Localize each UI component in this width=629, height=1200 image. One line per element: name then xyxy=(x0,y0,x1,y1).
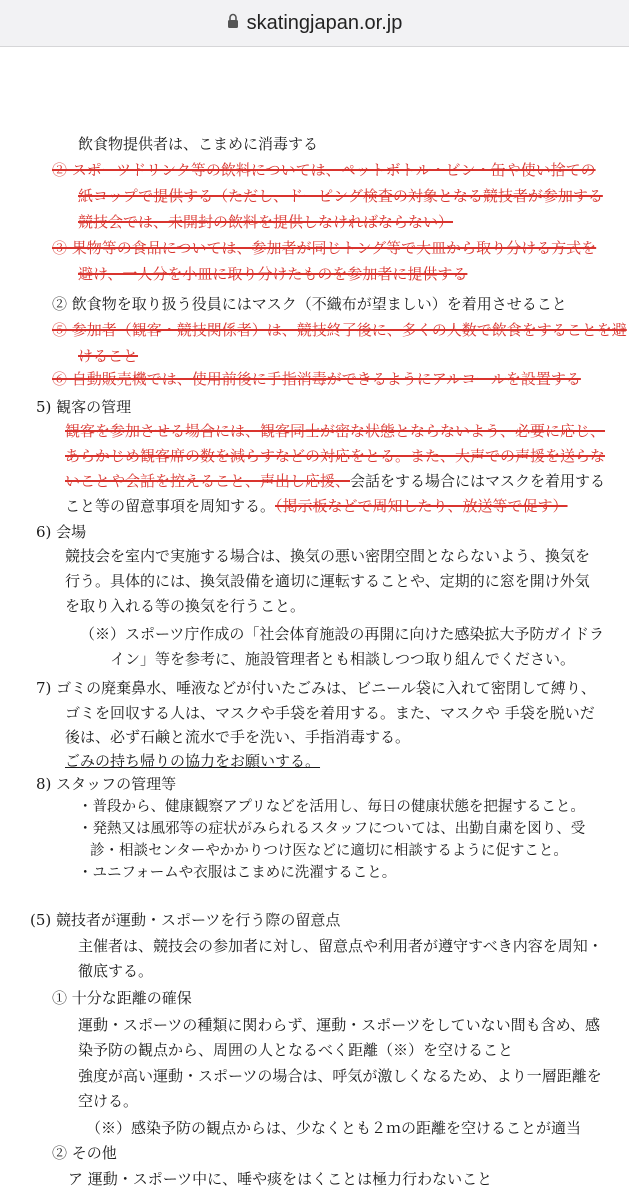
doc-line-mixed xyxy=(65,471,605,491)
doc-line-struck: 避け、一人分を小皿に取り分けたものを参加者に提供する xyxy=(78,265,468,283)
doc-line: ② 飲食物を取り扱う役員にはマスク（不織布が望ましい）を着用させること xyxy=(52,295,567,313)
struck-text: いことや会話を控えること、声出し応援、 xyxy=(65,472,351,490)
plain-text: 会話をする場合にはマスクを着用する xyxy=(350,472,606,490)
doc-line: 行う。具体的には、換気設備を適切に運転することや、定期的に窓を開け外気 xyxy=(65,572,590,590)
browser-url-bar[interactable] xyxy=(0,0,629,47)
doc-line-struck: あらかじめ観客席の数を減らすなどの対応をとる。また、大声での声援を送らな xyxy=(65,447,606,465)
doc-line-mixed xyxy=(65,496,568,516)
subsection-heading: ① 十分な距離の確保 xyxy=(52,989,192,1007)
doc-line: 競技会を室内で実施する場合は、換気の悪い密閉空間とならないよう、換気を xyxy=(65,547,591,565)
doc-line-struck: ⑤ 参加者（観客・競技関係者）は、競技終了後に、多くの人数で飲食をすることを避 xyxy=(52,321,627,339)
doc-line-struck: 観客を参加させる場合には、観客同士が密な状態とならないよう、必要に応じ、 xyxy=(65,422,606,440)
doc-line: 運動・スポーツの種類に関わらず、運動・スポーツをしていない間も含め、感 xyxy=(78,1016,601,1034)
bullet-item: ・発熱又は風邪等の症状がみられるスタッフについては、出勤自粛を図り、受 xyxy=(78,821,586,837)
section-heading: (5) 競技者が運動・スポーツを行う際の留意点 xyxy=(30,911,341,929)
doc-line-struck: 競技会では、未開封の飲料を提供しなければならない） xyxy=(78,213,454,231)
bullet-item: ・普段から、健康観察アプリなどを活用し、毎日の健康状態を把握すること。 xyxy=(78,799,585,815)
doc-line-underlined: ごみの持ち帰りの協力をお願いする。 xyxy=(65,752,321,770)
doc-line: 後は、必ず石鹸と流水で手を洗い、手指消毒する。 xyxy=(65,728,411,746)
struck-text: （掲示板などで周知したり、放送等で促す） xyxy=(275,497,568,515)
doc-note: （※）感染予防の観点からは、少なくとも２ｍの距離を空けることが適当 xyxy=(86,1119,582,1137)
plain-text: こと等の留意事項を周知する。 xyxy=(65,497,276,515)
section-heading: 5) 観客の管理 xyxy=(36,398,132,416)
doc-line: ゴミを回収する人は、マスクや手袋を着用する。また、マスクや 手袋を脱いだ xyxy=(65,704,595,722)
section-heading: 8) スタッフの管理等 xyxy=(36,775,177,793)
document-page xyxy=(0,47,629,1200)
doc-line: を取り入れる等の換気を行うこと。 xyxy=(65,597,306,615)
doc-line: ア 運動・スポーツ中に、唾や痰をはくことは極力行わないこと xyxy=(68,1170,493,1188)
doc-line: 強度が高い運動・スポーツの場合は、呼気が激しくなるため、より一層距離を xyxy=(78,1067,602,1085)
url-text: skatingjapan.or.jp xyxy=(246,11,403,34)
doc-line: 主催者は、競技会の参加者に対し、留意点や利用者が遵守すべき内容を周知・ xyxy=(78,937,603,955)
doc-note: （※）スポーツ庁作成の「社会体育施設の再開に向けた感染拡大予防ガイドラ xyxy=(80,625,604,643)
doc-line: 空ける。 xyxy=(78,1092,139,1110)
doc-note: イン」等を参考に、施設管理者とも相談しつつ取り組んでください。 xyxy=(110,650,576,668)
doc-line-struck: ② スポーツドリンク等の飲料については、ペットボトル・ビン・缶や使い捨ての xyxy=(52,161,596,179)
doc-line: 徹底する。 xyxy=(78,962,154,980)
doc-line: 染予防の観点から、周囲の人となるべく距離（※）を空けること xyxy=(78,1041,514,1059)
section-heading: 7) ゴミの廃棄鼻水、唾液などが付いたごみは、ビニール袋に入れて密閉して縛り、 xyxy=(36,679,596,697)
doc-line-struck: ③ 果物等の食品については、参加者が同じトング等で大皿から取り分ける方式を xyxy=(52,239,597,257)
doc-line-struck: 紙コップで提供する（ただし、ドーピング検査の対象となる競技者が参加する xyxy=(78,187,603,205)
subsection-heading: ② その他 xyxy=(52,1144,117,1162)
lock-icon xyxy=(227,12,239,35)
bullet-item-cont: 診・相談センターやかかりつけ医などに適切に相談するように促すこと。 xyxy=(90,843,568,859)
doc-line-struck: ⑥ 自動販売機では、使用前後に手指消毒ができるようにアルコールを設置する xyxy=(52,370,581,388)
bullet-item: ・ユニフォームや衣服はこまめに洗濯すること。 xyxy=(78,865,397,881)
doc-line-struck: けること xyxy=(78,347,139,365)
section-heading: 6) 会場 xyxy=(36,523,87,541)
doc-line: 飲食物提供者は、こまめに消毒する xyxy=(78,135,319,153)
